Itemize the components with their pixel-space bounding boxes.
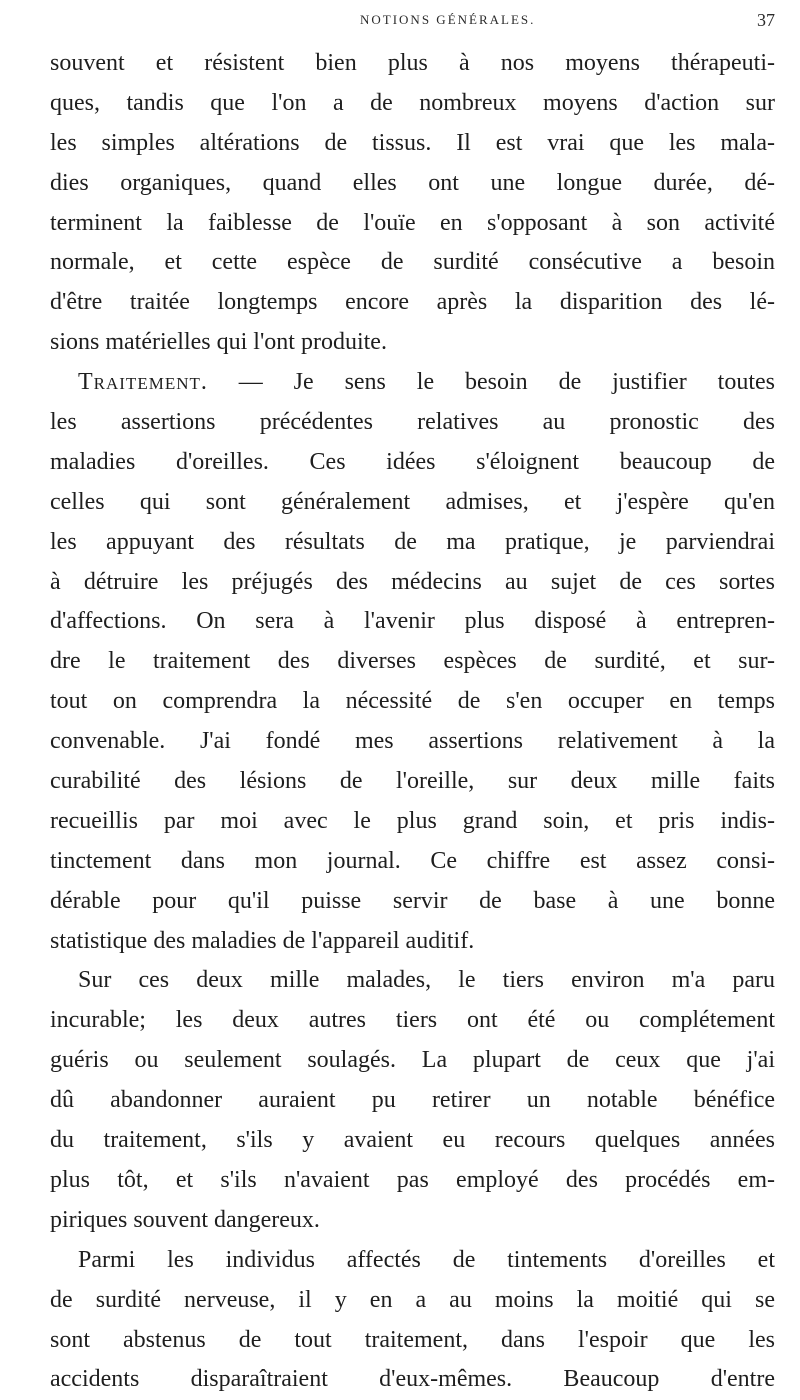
text-line: piriques souvent dangereux. [50,1206,320,1233]
paragraph-traitement [50,363,775,961]
body-text [50,44,775,1400]
text-line: dû abandonner auraient pu retirer un notable bénéfice [50,1087,775,1114]
text-line: les appuyant des résultats de ma pratique, je parviendrai [50,528,775,555]
text-line: recueillis par moi avec le plus grand soin, et pris indis- [50,807,775,834]
text-line [50,363,775,403]
text-line: à détruire les préjugés des médecins au sujet de ces sortes [50,568,775,595]
text-line: guéris ou seulement soulagés. La plupart de ceux que j'ai [50,1047,775,1074]
text-line: souvent et résistent bien plus à nos moyens thérapeuti- [50,50,775,76]
running-head [0,12,800,42]
text-line: de surdité nerveuse, il y en a au moins la moitié qui se [50,1286,775,1313]
paragraph-continued [50,44,775,363]
page-number: 37 [757,10,775,30]
text-line: accidents disparaîtraient d'eux-mêmes. Beaucoup d'entre [50,1366,775,1393]
text-line: dies organiques, quand elles ont une longue durée, dé- [50,169,775,196]
text-line: convenable. J'ai fondé mes assertions relativement à la [50,728,775,755]
text-line: statistique des maladies de l'appareil auditif. [50,927,475,954]
section-heading: Traitement. [78,369,208,396]
text-line: celles qui sont généralement admises, et j'espère qu'en [50,488,775,515]
text-line: terminent la faiblesse de l'ouïe en s'opposant à son activité [50,209,775,236]
paragraph-statistics [50,961,775,1240]
text-line: sont abstenus de tout traitement, dans l'espoir que les [50,1326,775,1353]
text-line: sions matérielles qui l'ont produite. [50,329,387,356]
text-line: d'affections. On sera à l'avenir plus disposé à entrepren- [50,608,775,635]
heading-line-rest: — Je sens le besoin de justifier toutes [207,369,775,396]
text-line: les simples altérations de tissus. Il est vrai que les mala- [50,129,775,156]
text-line: maladies d'oreilles. Ces idées s'éloignent beaucoup de [50,448,775,475]
text-line: normale, et cette espèce de surdité consécutive a besoin [50,249,775,276]
paragraph-tintements [50,1241,775,1400]
text-line: tout on comprendra la nécessité de s'en occuper en temps [50,688,775,715]
text-line: Parmi les individus affectés de tintements d'oreilles et [78,1246,775,1273]
text-line: d'être traitée longtemps encore après la disparition des lé- [50,289,775,316]
text-line: ques, tandis que l'on a de nombreux moyens d'action sur [50,89,775,116]
text-line: tinctement dans mon journal. Ce chiffre est assez consi- [50,847,775,874]
running-title: NOTIONS GÉNÉRALES. [360,12,536,27]
text-line: dre le traitement des diverses espèces de surdité, et sur- [50,648,775,675]
text-line: du traitement, s'ils y avaient eu recours quelques années [50,1127,775,1154]
text-line: dérable pour qu'il puisse servir de base à une bonne [50,887,775,914]
text-line: plus tôt, et s'ils n'avaient pas employé des procédés em- [50,1166,775,1193]
text-line: les assertions précédentes relatives au pronostic des [50,409,775,436]
text-line: Sur ces deux mille malades, le tiers environ m'a paru [78,967,775,994]
text-line: curabilité des lésions de l'oreille, sur deux mille faits [50,768,775,795]
text-line: incurable; les deux autres tiers ont été ou complétement [50,1007,775,1034]
